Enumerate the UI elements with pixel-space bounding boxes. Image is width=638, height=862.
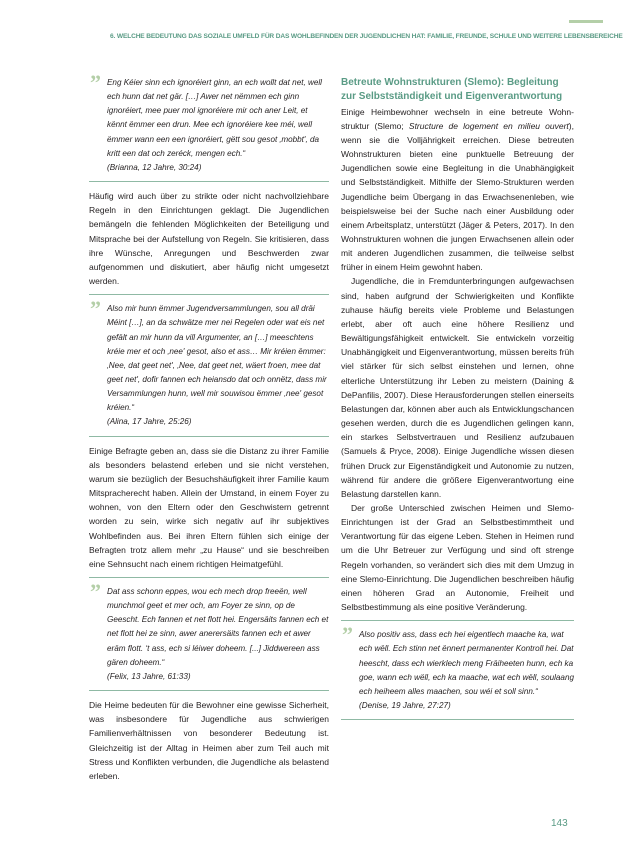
body-paragraph: Jugendliche, die in Fremdunterbringungen aufgewachsen sind, haben aufgrund der Schwierigkeiten und Konflikte zuhause häufig bereits viele Probleme und Belastungen erlebt, aber oft auch eine höhere Resilienz und Bewältigungsfähigkeit entwickelt. Sie entwickeln vorzeitig Unabhängigkeit und Eigenverantwortung, müssen bereits früh viel stärker für sich selbst einstehen und lernen, ohne elterliche Unterstützung ihr Leben zu meistern (Daining & DePanfilis, 2007). Diese Herausforderungen stellen einerseits Belastungen dar, können aber auch als Entwicklungschancen gesehen werden, durch die es Jugendlichen gelingen kann, ein starkes Selbstvertrauen und Resilienz aufzubauen (Samuels & Pryce, 2008). Einige Jugendliche wissen diesen frühen Druck zur Eigenständigkeit und Autonomie zu nutzen, während für andere die größere Eigenverantwortung eine Belastung darstellen kann.: [341, 276, 574, 499]
quote-mark-icon: ”: [90, 579, 101, 604]
page-number: 143: [551, 818, 568, 829]
right-column: [341, 76, 574, 727]
quote-text: Dat ass schonn eppes, wou ech mech drop freeën, well munchmol geet et mer och, am Foyer ze sinn, op de Geescht. Ech fannen et net flott hei. Engersäits fannen ech et net flott hei ze sinn, awer anerersäits fannen ech et awer eräm flott. ‘t ass, ech si léiwer doheem. [...] Jiddwereen ass gären doheem.“: [107, 587, 329, 667]
divider: [341, 620, 574, 621]
running-header: 6. WELCHE BEDEUTUNG DAS SOZIALE UMFELD FÜR DAS WOHLBEFINDEN DER JUGENDLICHEN HAT: FAMILIE, FREUNDE, SCHULE UND WEITERE LEBENSBEREICHE: [110, 33, 623, 40]
quote-text: Also positiv ass, dass ech hei eigentlech maache ka, wat ech wëll. Ech stinn net ënnert permanenter Kontroll hei. Dat heescht, dass ech wierklech meng Fräiheeten hunn, ech ka goe, wann ech wëll, ech ka maache, wat ech wëll, soulaang ech heiheem alles maachen, sou wéi et soll sinn.“: [359, 630, 574, 696]
quote-mark-icon: ”: [342, 622, 353, 648]
body-paragraph: Einige Befragte geben an, dass sie die Distanz zu ihrer Familie als besonders belastend erleben und sie nicht verstehen, warum sie bezüglich der Besuchshäufigkeit ihrer Familie kaum Mitspracherecht haben. Allein der Umstand, in einem Foyer zu wohnen, von den Eltern oder den Geschwistern getrennt worden zu sein, wirke sich negativ auf ihr subjektives Wohlbefinden aus. Bei ihren Eltern fühlen sich einige der Befragten trotz allem mehr „zu Hause“ und sie beschreiben eine Sehnsucht nach einem richtigen Heimatgefühl.: [89, 445, 329, 569]
divider: [89, 294, 329, 295]
quote-citation: (Brianna, 12 Jahre, 30:24): [107, 162, 202, 172]
quote-block: [341, 622, 574, 713]
body-paragraph: Der große Unterschied zwischen Heimen und Slemo-Einrichtungen ist der Grad an Selbstbestimmtheit und Verantwortung für das eigene Leben. Stehen in Heimen rund um die Uhr Betreuer zur Verfügung und sind oft strenge Regeln vorhanden, so verändert sich dies mit dem Umzug in eine Slemo-Einrichtung. Die Jugendlichen beschreiben häufig einen höheren Grad an Autonomie, Freiheit und Selbstbestimmung als eine positive Veränderung.: [341, 502, 574, 613]
quote-block: [89, 296, 329, 429]
quote-text: Eng Kéier sinn ech ignoréiert ginn, an ech wollt dat net, well ech hunn dat net gär. […] Awer net nëmmen ech ginn ignoréiert, mee puer mol ignoréiere mir och aner Leit, et kënnt ëmmer een drun. Mee ech ignoréiere kee méi, well ëmmer wann een een ignoréiert, gëtt sou gesot ‚mobbt', da kritt een dat och zeréck, mengen ech.“: [107, 78, 322, 158]
quote-citation: (Felix, 13 Jahre, 61:33): [107, 671, 191, 681]
left-column: [89, 70, 329, 783]
body-paragraph: Häufig wird auch über zu strikte oder nicht nachvollziehbare Regeln in den Einrichtungen geklagt. Die Jugendlichen bemängeln die fehlenden Möglichkeiten der Beteiligung und Mitsprache bei der Aufstellung von Regeln. Sie kritisieren, dass ihre Wünsche, Anregungen und Beschwerden zwar aufgenommen und diskutiert, aber häufig nicht umgesetzt werden.: [89, 191, 329, 287]
text-run: ), wenn sie die Volljährigkeit erreichen. Diese betreuten Wohnstrukturen bieten eine punktuelle Betreuung der Jugendlichen sowie eine Begleitung in die Unabhängigkeit und Selbstständigkeit. Mithilfe der Slemo-Strukturen werden Jugendliche beim Übergang in das Erwachsenenleben, wie beispielsweise bei der Suche nach einer Ausbildung oder einem Arbeitsplatz, unterstützt (Jäger & Peters, 2017). In den Wohnstrukturen wohnen die jungen Erwachsenen allein oder mit anderen Jugendlichen zusammen, die teilweise selbst früher in einem Heim gewohnt haben.: [341, 120, 574, 273]
body-paragraph: [341, 105, 574, 275]
divider: [341, 719, 574, 720]
quote-mark-icon: ”: [90, 296, 101, 322]
quote-citation: (Alina, 17 Jahre, 25:26): [107, 417, 192, 427]
header-accent-bar: [569, 20, 603, 23]
quote-block: [89, 579, 329, 684]
text-run: Einige Heimbewohner wechseln in eine betreute Wohnstruktur (Slemo;: [341, 106, 574, 131]
quote-mark-icon: ”: [90, 70, 101, 95]
section-heading: Betreute Wohnstrukturen (Slemo): Begleitung zur Selbstständigkeit und Eigenverantwortung: [341, 77, 563, 102]
quote-block: [89, 70, 329, 175]
divider: [89, 436, 329, 437]
divider: [89, 577, 329, 578]
quote-text: Also mir hunn ëmmer Jugendversammlungen, sou all dräi Méint […], an da schwätze mer nei Regelen oder wat eis net gefält an mir hunn da vill Argumenter, an […] meeschtens kréie mer et och ‚nee' gesot, also et ass… Mir kréien ëmmer: ‚Nee, dat geet net', ‚Nee, dat geet net, wäert froen, mee dat geet net', dofir fannen ech heiansdo dat och onnëtz, dass mir Versammlungen hunn, well mir souwisou ëmmer ‚nee' gesot kréien.“: [107, 304, 327, 413]
divider: [89, 181, 329, 182]
italic-term: Structure de logement en milieu ouvert: [408, 120, 569, 131]
quote-citation: (Denise, 19 Jahre, 27:27): [359, 701, 451, 710]
divider: [89, 690, 329, 691]
body-paragraph: Die Heime bedeuten für die Bewohner eine gewisse Sicherheit, was insbesondere für Jugendliche aus schwierigen Familienverhältnissen von besonderer Bedeutung ist. Gleichzeitig ist der Alltag in Heimen aber zum Teil auch mit Stress und Konflikten verbunden, die Jugendliche als belastend erleben.: [89, 700, 329, 781]
